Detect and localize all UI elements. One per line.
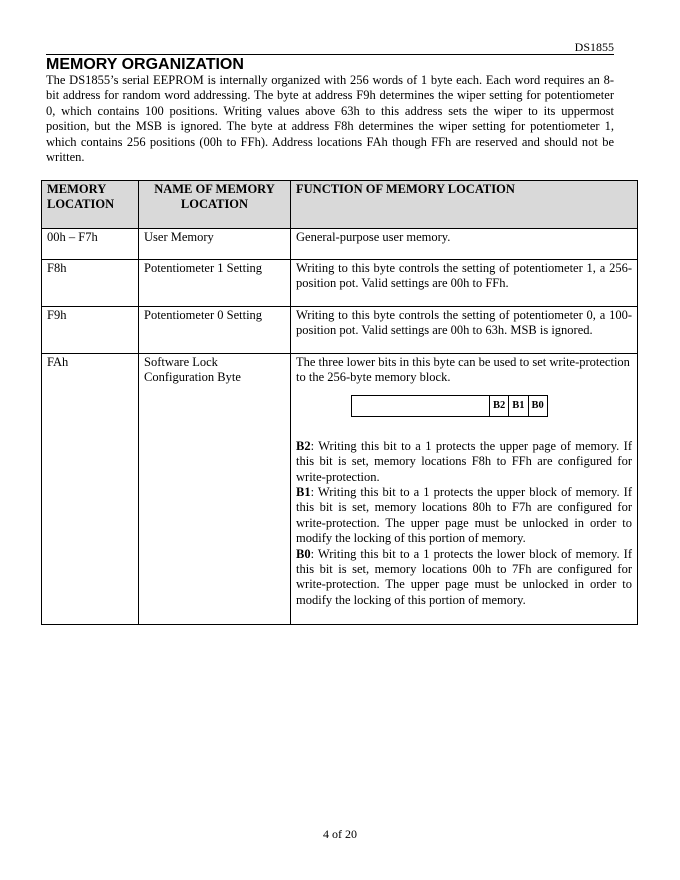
- header-rule: [46, 54, 614, 55]
- header-name: NAME OF MEMORY LOCATION: [139, 181, 291, 229]
- table-row: [42, 354, 638, 625]
- bit-label: B1: [509, 395, 528, 416]
- cell-function: General-purpose user memory.: [291, 229, 638, 260]
- bit-text: : Writing this bit to a 1 protects the lower block of memory. If this bit is set, memory locations 00h to 7Fh are configured for write-protection. The upper page must be unlocked in order to modify the locking of this portion of memory.: [296, 546, 632, 607]
- cell-name: Software Lock Configuration Byte: [139, 354, 291, 625]
- header-memory-location: MEMORY LOCATION: [42, 181, 139, 229]
- bit-unused: [352, 395, 490, 416]
- cell-location: F9h: [42, 307, 139, 354]
- cell-location: FAh: [42, 354, 139, 625]
- table-row: [42, 260, 638, 307]
- memory-table: [41, 180, 638, 625]
- cell-function: Writing to this byte controls the setting of potentiometer 1, a 256-position pot. Valid settings are 00h to FFh.: [291, 260, 638, 307]
- cell-location: 00h – F7h: [42, 229, 139, 260]
- bit-description-b0: [296, 547, 632, 609]
- section-title: MEMORY ORGANIZATION: [46, 56, 244, 73]
- bit-name: B2: [296, 438, 311, 453]
- bit-label: B0: [528, 395, 547, 416]
- cell-location: F8h: [42, 260, 139, 307]
- cell-function: Writing to this byte controls the setting of potentiometer 0, a 100-position pot. Valid settings are 00h to 63h. MSB is ignored.: [291, 307, 638, 354]
- bit-name: B0: [296, 546, 311, 561]
- table-header-row: [42, 181, 638, 229]
- header-function: FUNCTION OF MEMORY LOCATION: [291, 181, 638, 229]
- table-row: [42, 229, 638, 260]
- table-row: [42, 307, 638, 354]
- bit-label: B2: [490, 395, 509, 416]
- bit-text: : Writing this bit to a 1 protects the upper page of memory. If this bit is set, memory locations F8h to FFh are configured for write-protection.: [296, 438, 632, 484]
- cell-name: User Memory: [139, 229, 291, 260]
- bit-name: B1: [296, 485, 311, 500]
- bit-diagram: [351, 395, 548, 417]
- bit-description-b2: [296, 439, 632, 485]
- lock-byte-description: The three lower bits in this byte can be used to set write-protection to the 256-byte memory block.: [296, 355, 630, 385]
- page-number: 4 of 20: [323, 827, 357, 841]
- page-header-id: DS1855: [574, 40, 614, 54]
- cell-function-lock: [291, 354, 638, 625]
- bit-description-b1: [296, 485, 632, 547]
- cell-name: Potentiometer 1 Setting: [139, 260, 291, 307]
- bit-text: : Writing this bit to a 1 protects the upper block of memory. If this bit is set, memory locations 80h to F7h are configured for write-protection. The upper page must be unlocked in order to modify the locking of this portion of memory.: [296, 485, 632, 546]
- intro-paragraph: The DS1855’s serial EEPROM is internally organized with 256 words of 1 byte each. Each word requires an 8-bit address for random word addressing. The byte at address F9h determines the wiper setting for potentiometer 0, which contains 100 positions. Writing values above 63h to this address sets the wiper to its uppermost position, but the MSB is ignored. The byte at address F8h determines the wiper setting for potentiometer 1, which contains 256 positions (00h to FFh). Address locations FAh though FFh are reserved and should not be written.: [46, 73, 614, 165]
- cell-name: Potentiometer 0 Setting: [139, 307, 291, 354]
